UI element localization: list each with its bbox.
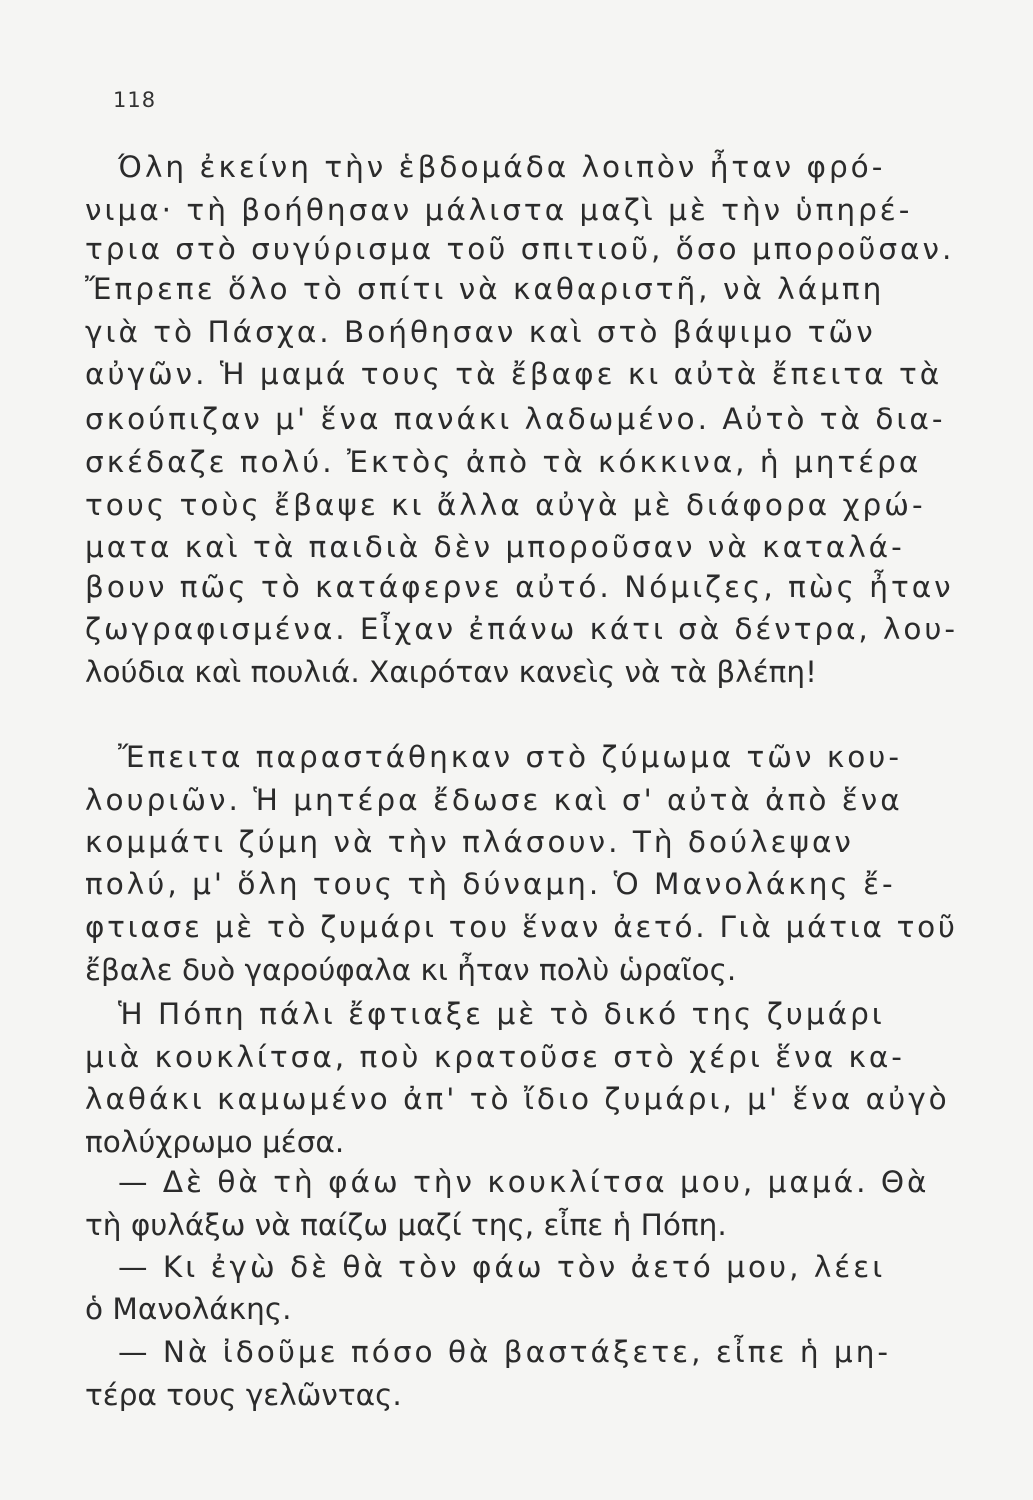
text-line: πολύχρωμο μέσα.	[85, 1125, 345, 1159]
text-line: τὴ φυλάξω νὰ παίζω μαζί της, εἶπε ἡ Πόπη.	[85, 1208, 727, 1242]
text-line: βουν πῶς τὸ κατάφερνε αὐτό. Νόμιζες, πὼς ἦταν	[85, 570, 954, 604]
text-line: — Δὲ θὰ τὴ φάω τὴν κουκλίτσα μου, μαμά. Θὰ	[118, 1165, 930, 1199]
text-line: Ἔπρεπε ὅλο τὸ σπίτι νὰ καθαριστῆ, νὰ λάμπη	[85, 272, 885, 306]
text-line: σκούπιζαν μ' ἕνα πανάκι λαδωμένο. Αὐτὸ τὰ δια-	[85, 402, 946, 436]
text-line: λούδια καὶ πουλιά. Χαιρόταν κανεὶς νὰ τὰ βλέπη!	[85, 655, 817, 689]
text-line: Ἡ Πόπη πάλι ἔφτιαξε μὲ τὸ δικό της ζυμάρι	[118, 997, 885, 1031]
text-line: Όλη ἐκείνη τὴν ἑβδομάδα λοιπὸν ἦταν φρό-	[118, 150, 886, 184]
text-line: σκέδαζε πολύ. Ἐκτὸς ἀπὸ τὰ κόκκινα, ἡ μητέρα	[85, 445, 922, 479]
text-line: τους τοὺς ἔβαψε κι ἄλλα αὐγὰ μὲ διάφορα χρώ-	[85, 488, 926, 522]
text-line: πολύ, μ' ὅλη τους τὴ δύναμη. Ὁ Μανολάκης ἔ-	[85, 867, 896, 901]
text-line: τρια στὸ συγύρισμα τοῦ σπιτιοῦ, ὅσο μποροῦσαν.	[85, 232, 955, 266]
page-number: 118	[113, 88, 157, 112]
text-line: — Νὰ ἰδοῦμε πόσο θὰ βαστάξετε, εἶπε ἡ μη-	[118, 1335, 892, 1369]
text-line: — Κι ἐγὼ δὲ θὰ τὸν φάω τὸν ἀετό μου, λέει	[118, 1250, 886, 1284]
text-line: ζωγραφισμένα. Εἶχαν ἐπάνω κάτι σὰ δέντρα, λου-	[85, 612, 958, 646]
text-line: νιμα· τὴ βοήθησαν μάλιστα μαζὶ μὲ τὴν ὑπηρέ-	[85, 193, 913, 227]
text-line: γιὰ τὸ Πάσχα. Βοήθησαν καὶ στὸ βάψιμο τῶν	[85, 315, 876, 349]
text-line: Ἔπειτα παραστάθηκαν στὸ ζύμωμα τῶν κου-	[118, 740, 903, 774]
text-line: ὁ Μανολάκης.	[85, 1292, 292, 1326]
text-line: αὐγῶν. Ἡ μαμά τους τὰ ἔβαφε κι αὐτὰ ἔπειτα τὰ	[85, 357, 943, 391]
text-line: μιὰ κουκλίτσα, ποὺ κρατοῦσε στὸ χέρι ἕνα κα-	[85, 1040, 905, 1074]
text-line: ματα καὶ τὰ παιδιὰ δὲν μποροῦσαν νὰ καταλά-	[85, 530, 905, 564]
text-line: λαθάκι καμωμένο ἀπ' τὸ ἴδιο ζυμάρι, μ' ἕνα αὐγὸ	[85, 1082, 950, 1116]
text-line: φτιασε μὲ τὸ ζυμάρι του ἕναν ἀετό. Γιὰ μάτια τοῦ	[85, 910, 958, 944]
text-line: κομμάτι ζύμη νὰ τὴν πλάσουν. Τὴ δούλεψαν	[85, 825, 854, 859]
text-line: ἔβαλε δυὸ γαρούφαλα κι ἦταν πολὺ ὡραῖος.	[85, 953, 737, 987]
text-line: τέρα τους γελῶντας.	[85, 1378, 402, 1412]
text-line: λουριῶν. Ἡ μητέρα ἔδωσε καὶ σ' αὐτὰ ἀπὸ ἕνα	[85, 783, 903, 817]
